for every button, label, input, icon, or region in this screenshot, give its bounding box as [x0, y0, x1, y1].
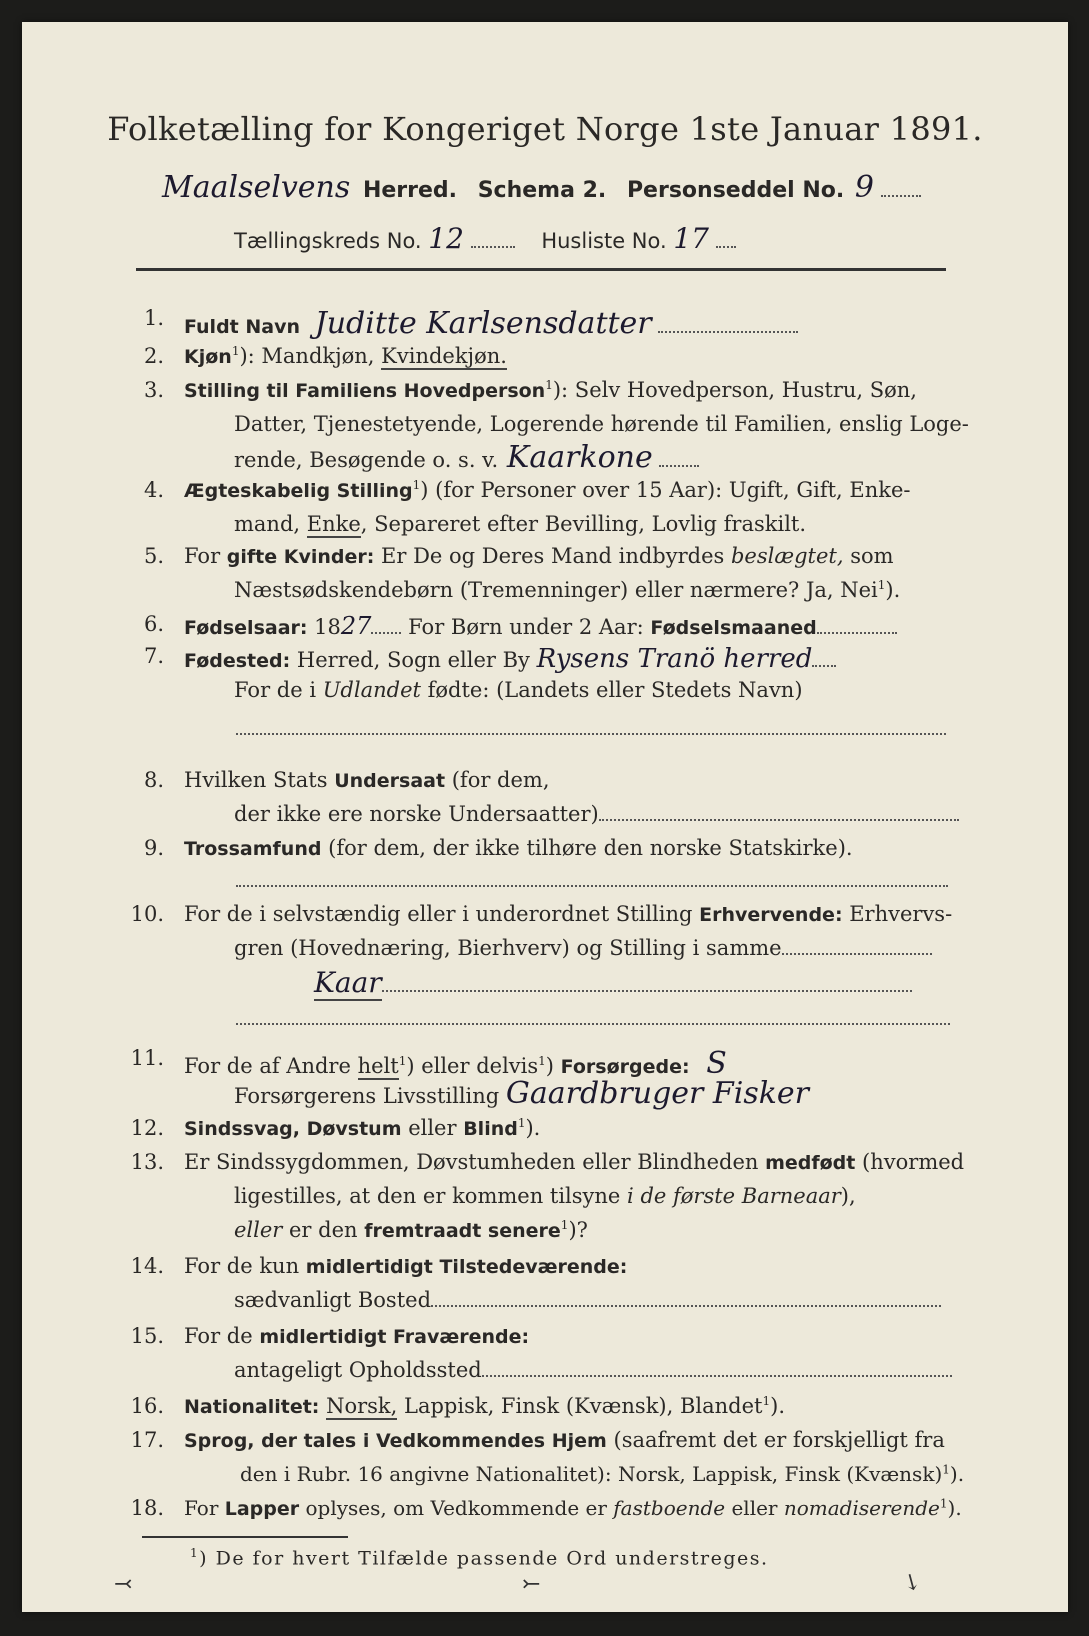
- form-title: Folketælling for Kongeriget Norge 1ste Januar 1891.: [107, 110, 983, 148]
- registration-mark-left: ⤙: [114, 1572, 133, 1597]
- field-4-label: Ægteskabelig Stilling: [184, 480, 413, 502]
- kreds-label: Tællingskreds No.: [234, 229, 422, 253]
- field-11-line2: Forsørgerens Livsstilling Gaardbruger Fisker: [234, 1076, 809, 1111]
- field-5-line2: Næstsødskendebørn (Tremenninger) eller nærmere? Ja, Nei$^1$).: [234, 578, 901, 602]
- registration-mark-right: ↘: [896, 1567, 926, 1598]
- header-divider: [136, 268, 946, 271]
- field-13-line2: ligestilles, at den er kommen tilsyne i de første Barneaar),: [234, 1184, 856, 1208]
- field-15-line2: antageligt Opholdssted: [234, 1358, 952, 1382]
- personseddel-value: 9: [854, 170, 875, 205]
- herred-label: Herred.: [362, 178, 457, 203]
- occupation-value: Kaar: [314, 966, 382, 999]
- full-name-value: Juditte Karlsensdatter: [314, 306, 652, 341]
- supported-mark: S: [706, 1046, 727, 1081]
- header-line-kreds: [234, 222, 736, 255]
- footnote-divider: [142, 1536, 348, 1538]
- enke-underlined: Enke: [306, 512, 361, 536]
- field-3-label: Stilling til Familiens Hovedperson: [184, 380, 546, 402]
- field-10-line3: [314, 966, 912, 999]
- personseddel-label: Personseddel No.: [626, 178, 845, 203]
- husliste-label: Husliste No.: [541, 229, 667, 253]
- census-form: Folketælling for Kongeriget Norge 1ste Januar 1891. Maalselvens Herred. Schema 2. Personseddel No. 9 Tællingskreds No. 12 Husliste No. 17 1. Fuldt Navn Juditte Karlsensdatter 2. Kjøn$^1$): Mandkjøn, Kvindekjøn. 3. Stilling til Familiens Hovedperson$^1$): Selv Hovedperson, Hustru, Søn, Datter, Tjenestetyende, Logerende hørende til Familien, enslig Loge- rende, Besøgende o. s. v. Kaarkone 4. Ægteskabelig Stilling$^1$) (for Personer over 15 Aar): Ugift, Gift, Enke- mand, Enke, Separeret efter Bevilling, Lovlig fraskilt. 5. For gifte Kvinder: Er De og Deres Mand indbyrdes beslægtet, som Næstsødskendebørn (Tremenninger) eller nærmere? Ja, Nei$^1$). 6. Fødselsaar: 1827 For Børn under 2 Aar: Fødselsmaaned 7. Fødested: Herred, Sogn eller By Rysens Tranö herred For de i Udlandet fødte: (Landets eller Stedets Navn) 8. Hvilken Stats Undersaat (for dem, der ikke ere norske Undersaatter) 9. Trossamfund (for dem, der ikke tilhøre den norske Statskirke). 10. For de i selvstændig eller i underordnet Stilling Erhvervende: Erhvervs- gren (Hovednæring, Bierhverv) og Stilling i samme Kaar 11. For de af Andre helt$^1$) eller delvis$^1$) Forsørgede: S Forsørgerens Livsstilling Gaardbruger Fisker 12. Sindssvag, Døvstum eller Blind$^1$). 13. Er Sindssygdommen, Døvstumheden eller Blindheden medfødt (hvormed ligestilles, at den er kommen tilsyne i de første Barneaar), eller er den fremtraadt senere$^1$)? 14. For de kun midlertidigt Tilstedeværende: sædvanligt Bosted 15. For de midlertidigt Fraværende: antageligt Opholdssted 16. Nationalitet: Norsk, Lappisk, Finsk (Kvænsk), Blandet$^1$). 17. Sprog, der tales i Vedkommendes Hjem (saafremt det er forskjelligt fra den i Rubr. 16 angivne Nationalitet): Norsk, Lappisk, Finsk (Kvænsk)$^1$). 18. For Lapper oplyses, om Vedkommende er fastboende eller nomadiserende$^1$). $^1$) De for hvert Tilfælde passende Ord understreges. ⤙ ⤚ ↘: [22, 22, 1068, 1612]
- field-10-line2: gren (Hovednæring, Bierhverv) og Stilling i samme: [234, 936, 932, 960]
- schema-label: Schema 2.: [477, 178, 607, 203]
- footnote: $^1$) De for hvert Tilfælde passende Ord understreges.: [190, 1546, 769, 1570]
- birthplace-value: Rysens Tranö herred: [536, 644, 813, 674]
- provider-occupation-value: Gaardbruger Fisker: [505, 1076, 809, 1111]
- birth-year-value: 27: [340, 612, 372, 640]
- kreds-value: 12: [428, 222, 464, 255]
- field-13-line3: eller er den fremtraadt senere$^1$)?: [234, 1218, 588, 1242]
- field-3-line2: Datter, Tjenestetyende, Logerende hørende til Familien, enslig Loge-: [234, 412, 969, 436]
- field-7-line2: For de i Udlandet fødte: (Landets eller Stedets Navn): [234, 678, 803, 702]
- field-14-line2: sædvanligt Bosted: [234, 1288, 941, 1312]
- kvindekjon-underlined: Kvindekjøn.: [381, 344, 507, 368]
- husliste-value: 17: [673, 222, 709, 255]
- field-8-line2: der ikke ere norske Undersaatter): [234, 802, 959, 826]
- field-2-label: Kjøn: [184, 346, 232, 368]
- field-3-line3: rende, Besøgende o. s. v. Kaarkone: [234, 440, 699, 475]
- norsk-underlined: Norsk,: [326, 1394, 398, 1418]
- field-1-label: Fuldt Navn: [184, 316, 301, 338]
- header-line-schema: [162, 170, 921, 205]
- field-4-line2: mand, Enke, Separeret efter Bevilling, Lovlig fraskilt.: [234, 512, 807, 536]
- field-17-line2: den i Rubr. 16 angivne Nationalitet): Norsk, Lappisk, Finsk (Kvænsk)$^1$).: [240, 1462, 965, 1486]
- family-position-value: Kaarkone: [506, 440, 653, 475]
- registration-mark-center: ⤚: [522, 1572, 541, 1597]
- herred-value: Maalselvens: [162, 170, 351, 205]
